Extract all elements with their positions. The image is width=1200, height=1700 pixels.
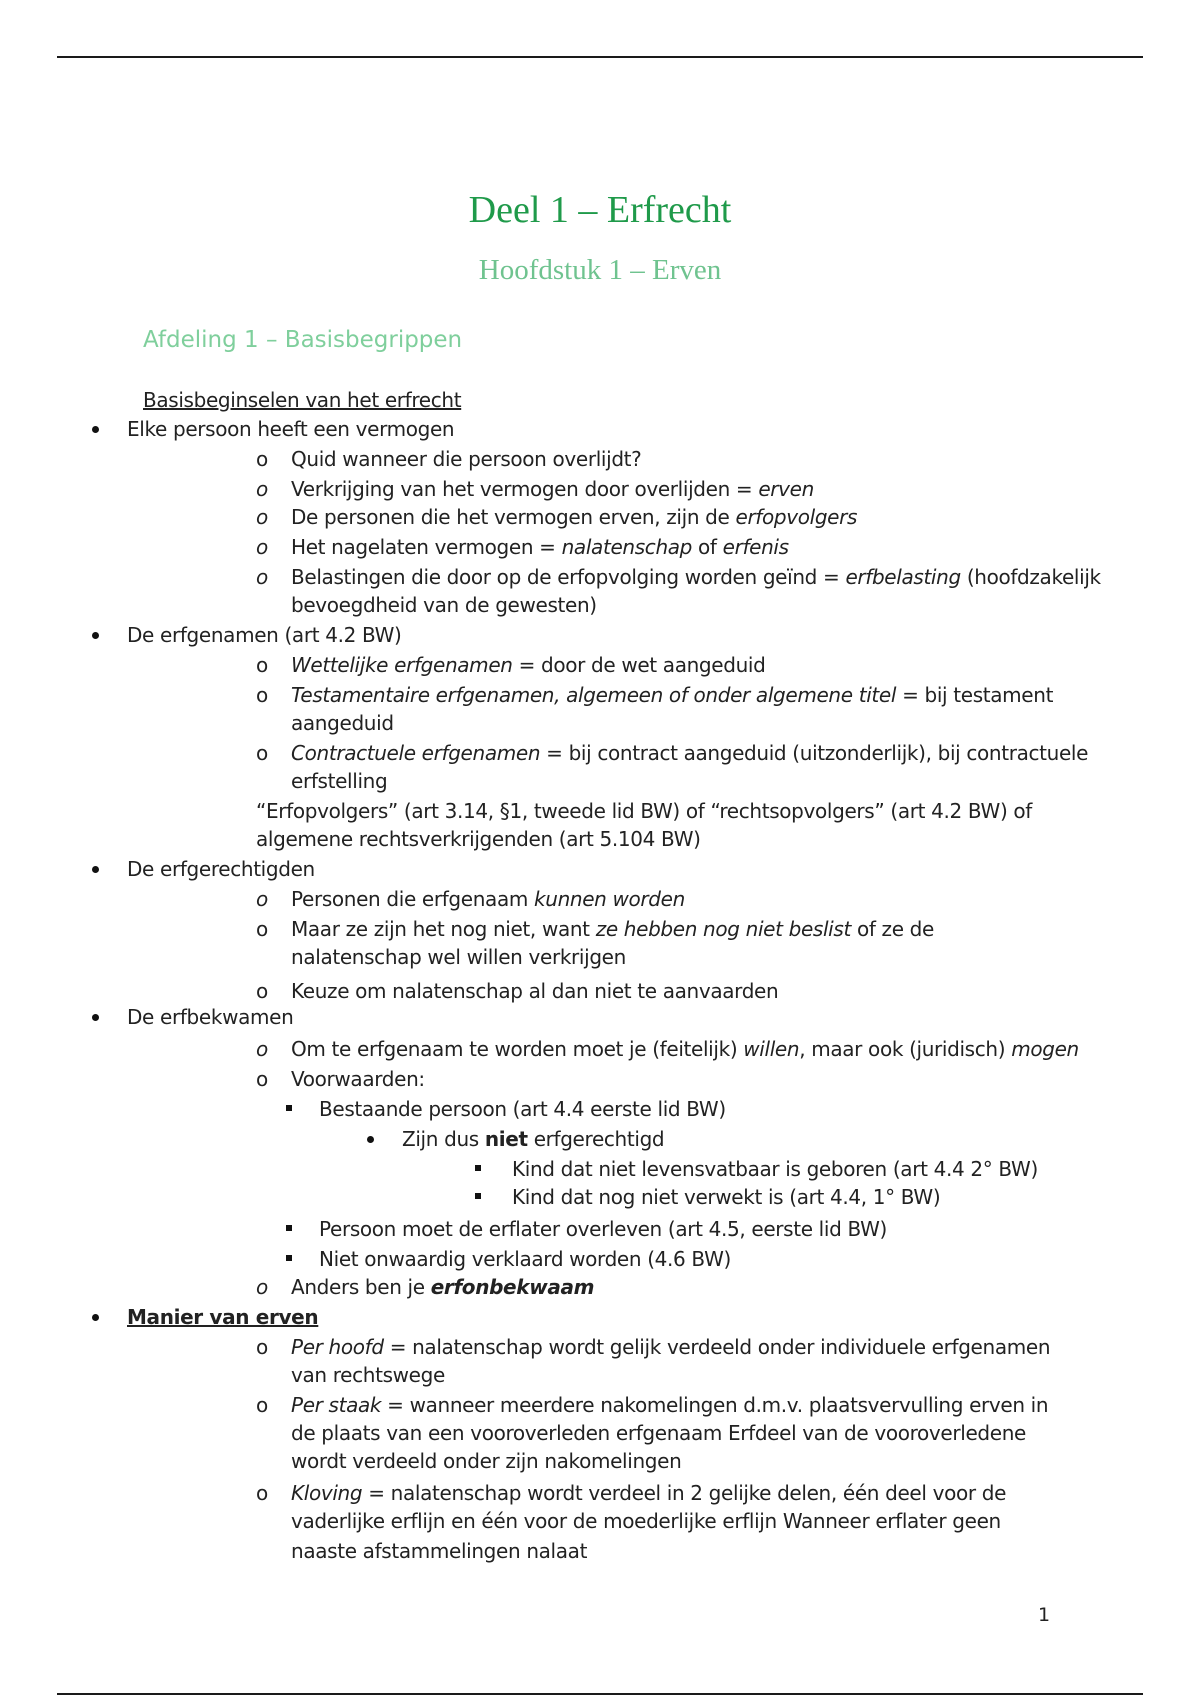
list-item: Maar ze zijn het nog niet, want ze hebben nog niet beslist of ze de bbox=[291, 917, 934, 941]
circle-marker: o bbox=[256, 1275, 269, 1299]
list-item: Bestaande persoon (art 4.4 eerste lid BW) bbox=[319, 1097, 726, 1121]
list-item: Elke persoon heeft een vermogen bbox=[127, 417, 455, 441]
list-item: Per staak = wanneer meerdere nakomelingen d.m.v. plaatsvervulling erven in bbox=[291, 1393, 1049, 1417]
list-item: Niet onwaardig verklaard worden (4.6 BW) bbox=[319, 1247, 731, 1271]
paragraph: “Erfopvolgers” (art 3.14, §1, tweede lid BW) of “rechtsopvolgers” (art 4.2 BW) of bbox=[256, 799, 1032, 823]
list-item: Zijn dus niet erfgerechtigd bbox=[402, 1127, 665, 1151]
list-item: De erfbekwamen bbox=[127, 1005, 294, 1029]
list-item: Om te erfgenaam te worden moet je (feitelijk) willen, maar ook (juridisch) mogen bbox=[291, 1037, 1079, 1061]
list-item: Per hoofd = nalatenschap wordt gelijk verdeeld onder individuele erfgenamen bbox=[291, 1335, 1051, 1359]
chapter-title: Hoofdstuk 1 – Erven bbox=[478, 254, 722, 286]
page-number: 1 bbox=[1038, 1604, 1051, 1626]
circle-marker: o bbox=[256, 653, 269, 677]
list-item-continuation: vaderlijke erflijn en één voor de moederlijke erflijn Wanneer erflater geen bbox=[291, 1509, 1001, 1533]
list-item-continuation: aangeduid bbox=[291, 711, 394, 735]
bullet-marker bbox=[92, 1014, 99, 1021]
list-item: Voorwaarden: bbox=[291, 1067, 425, 1091]
list-item: Keuze om nalatenschap al dan niet te aanvaarden bbox=[291, 979, 779, 1003]
bullet-marker bbox=[92, 1314, 99, 1321]
list-item-continuation: wordt verdeeld onder zijn nakomelingen bbox=[291, 1449, 682, 1473]
page-title: Deel 1 – Erfrecht bbox=[468, 189, 732, 231]
circle-marker: o bbox=[256, 917, 269, 941]
list-item: Quid wanneer die persoon overlijdt? bbox=[291, 447, 642, 471]
list-item-continuation: van rechtswege bbox=[291, 1363, 445, 1387]
bullet-marker bbox=[92, 426, 99, 433]
list-item: Contractuele erfgenamen = bij contract aangeduid (uitzonderlijk), bij contractuele bbox=[291, 741, 1089, 765]
circle-marker: o bbox=[256, 683, 269, 707]
circle-marker: o bbox=[256, 535, 269, 559]
square-marker bbox=[286, 1105, 292, 1111]
circle-marker: o bbox=[256, 1067, 269, 1091]
paragraph: algemene rechtsverkrijgenden (art 5.104 BW) bbox=[256, 827, 701, 851]
circle-marker: o bbox=[256, 1393, 269, 1417]
list-item: Verkrijging van het vermogen door overlijden = erven bbox=[291, 477, 814, 501]
bullet-marker bbox=[92, 866, 99, 873]
circle-marker: o bbox=[256, 477, 269, 501]
square-marker bbox=[286, 1255, 292, 1261]
circle-marker: o bbox=[256, 979, 269, 1003]
section-title: Afdeling 1 – Basisbegrippen bbox=[143, 327, 463, 353]
circle-marker: o bbox=[256, 887, 269, 911]
circle-marker: o bbox=[256, 1335, 269, 1359]
bullet-marker bbox=[92, 632, 99, 639]
circle-marker: o bbox=[256, 741, 269, 765]
circle-marker: o bbox=[256, 505, 269, 529]
list-item: De erfgenamen (art 4.2 BW) bbox=[127, 623, 402, 647]
circle-marker: o bbox=[256, 1481, 269, 1505]
list-item: Belastingen die door op de erfopvolging worden geïnd = erfbelasting (hoofdzakelijk bbox=[291, 565, 1101, 589]
list-item-continuation: de plaats van een vooroverleden erfgenaam Erfdeel van de vooroverledene bbox=[291, 1421, 1026, 1445]
list-item-continuation: bevoegdheid van de gewesten) bbox=[291, 593, 597, 617]
list-item: Testamentaire erfgenamen, algemeen of onder algemene titel = bij testament bbox=[291, 683, 1054, 707]
list-item: Wettelijke erfgenamen = door de wet aangeduid bbox=[291, 653, 766, 677]
list-item: Anders ben je erfonbekwaam bbox=[291, 1275, 595, 1299]
list-item-continuation: naaste afstammelingen nalaat bbox=[291, 1539, 588, 1563]
square-marker bbox=[475, 1193, 481, 1199]
list-item: Personen die erfgenaam kunnen worden bbox=[291, 887, 685, 911]
circle-marker: o bbox=[256, 447, 269, 471]
circle-marker: o bbox=[256, 565, 269, 589]
square-marker bbox=[475, 1165, 481, 1171]
list-item: Persoon moet de erflater overleven (art 4.5, eerste lid BW) bbox=[319, 1217, 887, 1241]
subheading: Basisbeginselen van het erfrecht bbox=[143, 388, 462, 412]
list-item: Kloving = nalatenschap wordt verdeel in 2 gelijke delen, één deel voor de bbox=[291, 1481, 1007, 1505]
list-item: Het nagelaten vermogen = nalatenschap of erfenis bbox=[291, 535, 789, 559]
bullet-marker bbox=[367, 1136, 374, 1143]
list-item-heading: Manier van erven bbox=[127, 1305, 319, 1329]
list-item-continuation: erfstelling bbox=[291, 769, 388, 793]
list-item: Kind dat nog niet verwekt is (art 4.4, 1° BW) bbox=[512, 1185, 941, 1209]
list-item: De erfgerechtigden bbox=[127, 857, 315, 881]
top-rule bbox=[57, 56, 1143, 58]
square-marker bbox=[286, 1225, 292, 1231]
list-item: De personen die het vermogen erven, zijn de erfopvolgers bbox=[291, 505, 858, 529]
list-item: Kind dat niet levensvatbaar is geboren (art 4.4 2° BW) bbox=[512, 1157, 1038, 1181]
circle-marker: o bbox=[256, 1037, 269, 1061]
bottom-rule bbox=[57, 1693, 1143, 1695]
list-item-continuation: nalatenschap wel willen verkrijgen bbox=[291, 945, 626, 969]
